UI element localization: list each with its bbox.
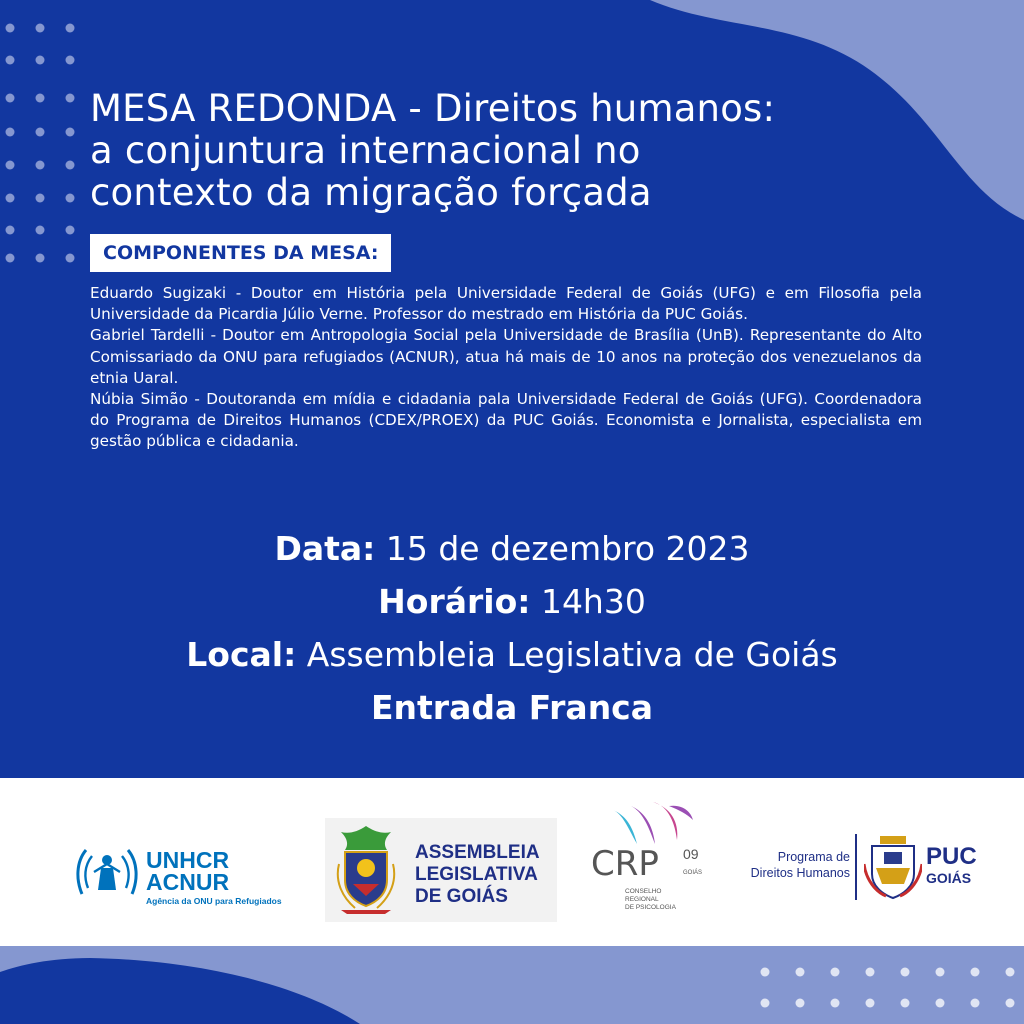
- crp-conselho: CONSELHO: [625, 888, 662, 895]
- crp-ribbon-icon: [609, 800, 695, 848]
- time-value: 14h30: [530, 582, 646, 621]
- unhcr-tagline: Agência da ONU para Refugiados: [146, 896, 282, 906]
- unhcr-emblem-icon: [74, 844, 140, 902]
- dot-pattern-left: [6, 24, 75, 263]
- puc-goias-logo: [730, 828, 990, 908]
- partner-logos-strip: [0, 778, 1024, 946]
- alego-line-1: ASSEMBLEIA: [415, 842, 540, 863]
- crp-acronym: CRP: [591, 844, 659, 884]
- assembleia-legislativa-logo: [325, 818, 557, 922]
- crp-psicologia: DE PSICOLOGIA: [625, 904, 676, 911]
- panelist-bios: [90, 283, 922, 453]
- crp-number: 09: [683, 846, 699, 862]
- title-line-1: MESA REDONDA - Direitos humanos:: [90, 87, 776, 130]
- place-label: Local:: [186, 635, 297, 674]
- free-entry-text: Entrada Franca: [370, 688, 654, 727]
- crp-state: GOIÁS: [683, 870, 703, 876]
- program-line-1: Programa de: [777, 850, 850, 864]
- puc-name: PUC: [926, 843, 977, 870]
- place-value: Assembleia Legislativa de Goiás: [296, 635, 838, 674]
- title-line-2: a conjuntura internacional no: [90, 129, 641, 172]
- puc-state: GOIÁS: [926, 870, 972, 886]
- time-row: [0, 575, 1024, 628]
- puc-crest-icon: [864, 834, 922, 900]
- logo-divider: [855, 834, 857, 900]
- entry-row: [0, 681, 1024, 734]
- acnur-text: ACNUR: [146, 869, 230, 895]
- event-title: [90, 88, 930, 214]
- unhcr-acnur-logo: [60, 818, 310, 918]
- date-row: [0, 522, 1024, 575]
- crp-regional: REGIONAL: [625, 896, 659, 903]
- time-label: Horário:: [378, 582, 531, 621]
- event-details: [0, 522, 1024, 734]
- place-row: [0, 628, 1024, 681]
- date-value: 15 de dezembro 2023: [375, 529, 750, 568]
- bio-eduardo-sugizaki: Eduardo Sugizaki - Doutor em História pela Universidade Federal de Goiás (UFG) e em Filosofia pela Universidade da Picardia Júlio Verne. Professor do mestrado em História da PUC Goiás.: [90, 284, 922, 324]
- program-line-2: Direitos Humanos: [750, 866, 850, 880]
- bottom-wave: [0, 945, 1024, 1024]
- alego-line-2: LEGISLATIVA: [415, 864, 538, 885]
- unhcr-text: UNHCR: [146, 847, 230, 873]
- date-label: Data:: [274, 529, 376, 568]
- title-line-3: contexto da migração forçada: [90, 171, 652, 214]
- bio-nubia-simao: Núbia Simão - Doutoranda em mídia e cidadania pala Universidade Federal de Goiás (UFG). Coordenadora do Programa de Direitos Humanos (CDEX/PROEX) da PUC Goiás. Economista e Jornalista, especialista em gestão pública e cidadania.: [90, 390, 922, 451]
- crp09-logo: [585, 800, 725, 920]
- goias-coat-of-arms-icon: [335, 824, 397, 916]
- bio-gabriel-tardelli: Gabriel Tardelli - Doutor em Antropologia Social pela Universidade de Brasília (UnB). Representante do Alto Comissariado da ONU para refugiados (ACNUR), atua há mais de 10 anos na proteção dos venezuelanos da etnia Uaral.: [90, 326, 922, 387]
- alego-line-3: DE GOIÁS: [415, 886, 508, 907]
- components-heading: COMPONENTES DA MESA:: [90, 234, 391, 272]
